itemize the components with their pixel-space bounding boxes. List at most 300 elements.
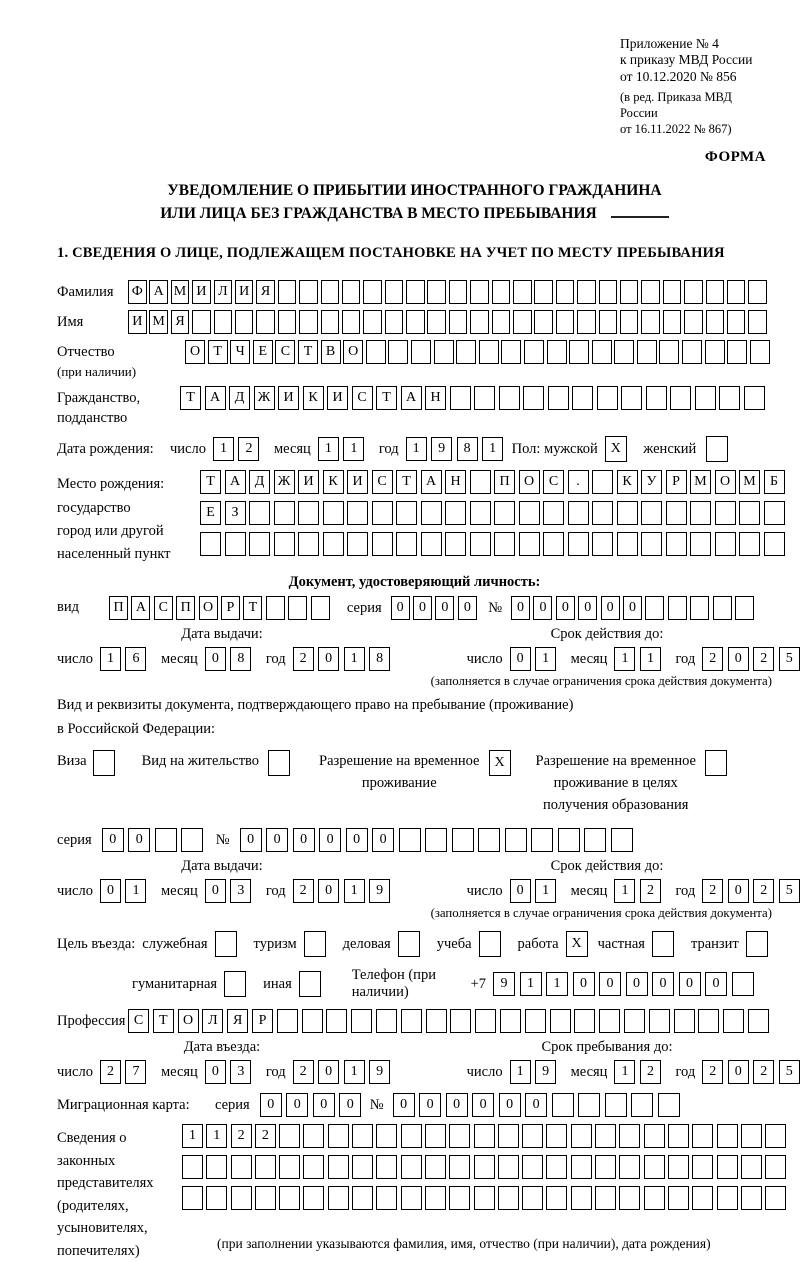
- checkbox-other[interactable]: [299, 971, 321, 997]
- permit-valid-day[interactable]: [510, 879, 561, 903]
- surname-char-box[interactable]: [556, 280, 575, 304]
- migration-series-box[interactable]: 0: [286, 1093, 308, 1117]
- birth-place-char-box[interactable]: [494, 501, 515, 525]
- birth-place-char-box[interactable]: [347, 501, 368, 525]
- birth-place-char-box[interactable]: [347, 532, 368, 556]
- representative-char-box[interactable]: [182, 1186, 203, 1210]
- representative-char-box[interactable]: [328, 1186, 349, 1210]
- citizenship-char-box[interactable]: Н: [425, 386, 446, 410]
- patronymic-char-box[interactable]: [547, 340, 567, 364]
- name-char-box[interactable]: [342, 310, 361, 334]
- checkbox-temp-residence[interactable]: X: [489, 750, 511, 776]
- permit-number-box[interactable]: [611, 828, 633, 852]
- surname-char-box[interactable]: [492, 280, 511, 304]
- citizenship-char-box[interactable]: Ж: [254, 386, 275, 410]
- permit-valid-day-box[interactable]: 0: [510, 879, 531, 903]
- entry-month-box[interactable]: 3: [230, 1060, 251, 1084]
- birth-place-char-box[interactable]: [396, 532, 417, 556]
- representative-char-box[interactable]: [644, 1186, 665, 1210]
- surname-char-box[interactable]: [706, 280, 725, 304]
- patronymic-char-box[interactable]: [388, 340, 408, 364]
- representative-char-box[interactable]: 1: [206, 1124, 227, 1148]
- representative-char-box[interactable]: [279, 1186, 300, 1210]
- surname-char-box[interactable]: Л: [214, 280, 233, 304]
- name-char-box[interactable]: И: [128, 310, 147, 334]
- doc-issue-year-box[interactable]: 0: [318, 647, 339, 671]
- entry-day-box[interactable]: 7: [125, 1060, 146, 1084]
- doc-series-box[interactable]: 0: [391, 596, 410, 620]
- representative-char-box[interactable]: [376, 1186, 397, 1210]
- birth-place-char-box[interactable]: [715, 501, 736, 525]
- doc-valid-year-box[interactable]: 2: [753, 647, 774, 671]
- checkbox-humanitarian[interactable]: [224, 971, 246, 997]
- name-char-box[interactable]: М: [149, 310, 168, 334]
- phone-digit-box[interactable]: 0: [599, 972, 621, 996]
- permit-number-box[interactable]: 0: [240, 828, 262, 852]
- permit-number-box[interactable]: [478, 828, 500, 852]
- birth-place-char-box[interactable]: [690, 501, 711, 525]
- migration-number-box[interactable]: [578, 1093, 600, 1117]
- permit-issue-month-box[interactable]: 0: [205, 879, 226, 903]
- surname-char-box[interactable]: И: [192, 280, 211, 304]
- patronymic-char-box[interactable]: [750, 340, 770, 364]
- representative-char-box[interactable]: [279, 1155, 300, 1179]
- representative-char-box[interactable]: [401, 1124, 422, 1148]
- citizenship-char-box[interactable]: Т: [180, 386, 201, 410]
- phone-digit-box[interactable]: 0: [573, 972, 595, 996]
- citizenship-char-box[interactable]: А: [205, 386, 226, 410]
- representative-char-box[interactable]: [644, 1155, 665, 1179]
- birth-place-char-box[interactable]: [372, 532, 393, 556]
- patronymic-char-box[interactable]: [501, 340, 521, 364]
- checkbox-female[interactable]: [706, 436, 728, 462]
- doc-number-box[interactable]: [645, 596, 664, 620]
- entry-year-box[interactable]: 9: [369, 1060, 390, 1084]
- representative-char-box[interactable]: 2: [231, 1124, 252, 1148]
- permit-valid-year-box[interactable]: 0: [728, 879, 749, 903]
- migration-number-box[interactable]: 0: [525, 1093, 547, 1117]
- doc-issue-month-box[interactable]: 0: [205, 647, 226, 671]
- permit-issue-year[interactable]: [293, 879, 395, 903]
- representative-char-box[interactable]: [571, 1155, 592, 1179]
- birth-place-char-box[interactable]: [592, 501, 613, 525]
- permit-valid-month[interactable]: [614, 879, 665, 903]
- doc-issue-month-box[interactable]: 8: [230, 647, 251, 671]
- permit-number-field[interactable]: [240, 828, 638, 852]
- citizenship-char-box[interactable]: [646, 386, 667, 410]
- name-char-box[interactable]: [727, 310, 746, 334]
- permit-issue-year-box[interactable]: 2: [293, 879, 314, 903]
- profession-char-box[interactable]: [326, 1009, 347, 1033]
- permit-valid-year[interactable]: [702, 879, 800, 903]
- permit-number-box[interactable]: [399, 828, 421, 852]
- patronymic-char-box[interactable]: [366, 340, 386, 364]
- checkbox-visa[interactable]: [93, 750, 115, 776]
- birth-place-char-box[interactable]: [666, 501, 687, 525]
- representative-char-box[interactable]: [376, 1124, 397, 1148]
- temp-residence-checkbox[interactable]: [489, 750, 514, 776]
- entry-year-box[interactable]: 2: [293, 1060, 314, 1084]
- representative-char-box[interactable]: [206, 1155, 227, 1179]
- representative-char-box[interactable]: [303, 1124, 324, 1148]
- permit-issue-year-box[interactable]: 1: [344, 879, 365, 903]
- citizenship-char-box[interactable]: [621, 386, 642, 410]
- patronymic-char-box[interactable]: [682, 340, 702, 364]
- birth-place-char-box[interactable]: [421, 532, 442, 556]
- permit-number-box[interactable]: [584, 828, 606, 852]
- doc-number-box[interactable]: 0: [511, 596, 530, 620]
- permit-number-box[interactable]: 0: [319, 828, 341, 852]
- permit-issue-year-box[interactable]: 9: [369, 879, 390, 903]
- patronymic-char-box[interactable]: [411, 340, 431, 364]
- citizenship-char-box[interactable]: [719, 386, 740, 410]
- entry-year-box[interactable]: 1: [344, 1060, 365, 1084]
- birth-place-char-box[interactable]: З: [225, 501, 246, 525]
- doc-series-field[interactable]: [391, 596, 481, 620]
- profession-char-box[interactable]: [624, 1009, 645, 1033]
- representative-char-box[interactable]: [425, 1124, 446, 1148]
- birth-place-char-box[interactable]: [690, 532, 711, 556]
- birth-place-char-box[interactable]: [249, 532, 270, 556]
- profession-char-box[interactable]: [450, 1009, 471, 1033]
- entry-year-box[interactable]: 0: [318, 1060, 339, 1084]
- birth-place-char-box[interactable]: [274, 501, 295, 525]
- representative-char-box[interactable]: [522, 1186, 543, 1210]
- name-char-box[interactable]: [706, 310, 725, 334]
- birth-place-char-box[interactable]: А: [225, 470, 246, 494]
- representative-char-box[interactable]: [741, 1124, 762, 1148]
- doc-valid-year[interactable]: [702, 647, 800, 671]
- birth-place-char-box[interactable]: Б: [764, 470, 785, 494]
- stay-year-box[interactable]: 2: [753, 1060, 774, 1084]
- representatives-row2[interactable]: [182, 1155, 789, 1179]
- permit-valid-month-box[interactable]: 1: [614, 879, 635, 903]
- permit-series-field[interactable]: [102, 828, 208, 852]
- patronymic-char-box[interactable]: [614, 340, 634, 364]
- purpose-tourism-checkbox[interactable]: [304, 931, 329, 957]
- stay-month[interactable]: [614, 1060, 665, 1084]
- permit-series-box[interactable]: [181, 828, 203, 852]
- birth-place-char-box[interactable]: [568, 501, 589, 525]
- birth-place-char-box[interactable]: [445, 532, 466, 556]
- name-char-box[interactable]: [513, 310, 532, 334]
- doc-type-char-box[interactable]: Р: [221, 596, 240, 620]
- doc-number-box[interactable]: [690, 596, 709, 620]
- doc-type-char-box[interactable]: О: [199, 596, 218, 620]
- citizenship-char-box[interactable]: [695, 386, 716, 410]
- name-char-box[interactable]: [492, 310, 511, 334]
- name-char-box[interactable]: [214, 310, 233, 334]
- purpose-official-checkbox[interactable]: [215, 931, 240, 957]
- patronymic-char-box[interactable]: [479, 340, 499, 364]
- patronymic-char-box[interactable]: Т: [208, 340, 228, 364]
- birth-place-char-box[interactable]: С: [543, 470, 564, 494]
- migration-series-box[interactable]: 0: [313, 1093, 335, 1117]
- permit-series-box[interactable]: 0: [102, 828, 124, 852]
- birth-place-char-box[interactable]: [519, 501, 540, 525]
- profession-char-box[interactable]: Я: [227, 1009, 248, 1033]
- representative-char-box[interactable]: [765, 1124, 786, 1148]
- profession-char-box[interactable]: [277, 1009, 298, 1033]
- profession-char-box[interactable]: [401, 1009, 422, 1033]
- representative-char-box[interactable]: [522, 1124, 543, 1148]
- surname-char-box[interactable]: [684, 280, 703, 304]
- purpose-transit-checkbox[interactable]: [746, 931, 771, 957]
- representative-char-box[interactable]: [498, 1186, 519, 1210]
- birth-place-char-box[interactable]: Т: [396, 470, 417, 494]
- representative-char-box[interactable]: [425, 1186, 446, 1210]
- stay-year[interactable]: [702, 1060, 800, 1084]
- profession-char-box[interactable]: [475, 1009, 496, 1033]
- name-char-box[interactable]: [363, 310, 382, 334]
- surname-char-box[interactable]: [385, 280, 404, 304]
- birth-year-box[interactable]: 9: [431, 437, 452, 461]
- birth-place-char-box[interactable]: О: [715, 470, 736, 494]
- doc-type-char-box[interactable]: [266, 596, 285, 620]
- doc-valid-year-box[interactable]: 5: [779, 647, 800, 671]
- migration-number-box[interactable]: [631, 1093, 653, 1117]
- surname-char-box[interactable]: [534, 280, 553, 304]
- birth-place-char-box[interactable]: [323, 532, 344, 556]
- representative-char-box[interactable]: [717, 1186, 738, 1210]
- birth-year-box[interactable]: 1: [406, 437, 427, 461]
- phone-field[interactable]: [493, 972, 758, 996]
- entry-day-box[interactable]: 2: [100, 1060, 121, 1084]
- profession-char-box[interactable]: [500, 1009, 521, 1033]
- doc-number-box[interactable]: [735, 596, 754, 620]
- representative-char-box[interactable]: [279, 1124, 300, 1148]
- representative-char-box[interactable]: [401, 1186, 422, 1210]
- profession-char-box[interactable]: [599, 1009, 620, 1033]
- doc-valid-day-box[interactable]: 1: [535, 647, 556, 671]
- name-char-box[interactable]: [278, 310, 297, 334]
- phone-digit-box[interactable]: [732, 972, 754, 996]
- doc-type-field[interactable]: [109, 596, 333, 620]
- patronymic-char-box[interactable]: [592, 340, 612, 364]
- representative-char-box[interactable]: [619, 1155, 640, 1179]
- patronymic-field[interactable]: [185, 340, 772, 364]
- representative-char-box[interactable]: [498, 1155, 519, 1179]
- surname-char-box[interactable]: Ф: [128, 280, 147, 304]
- name-char-box[interactable]: [663, 310, 682, 334]
- purpose-other-checkbox[interactable]: [299, 971, 324, 997]
- name-char-box[interactable]: [449, 310, 468, 334]
- birth-month-box[interactable]: 1: [343, 437, 364, 461]
- surname-char-box[interactable]: [278, 280, 297, 304]
- birth-place-char-box[interactable]: [298, 532, 319, 556]
- birth-place-char-box[interactable]: К: [617, 470, 638, 494]
- name-char-box[interactable]: [427, 310, 446, 334]
- patronymic-char-box[interactable]: [659, 340, 679, 364]
- checkbox-transit[interactable]: [746, 931, 768, 957]
- doc-issue-day-box[interactable]: 6: [125, 647, 146, 671]
- citizenship-char-box[interactable]: Д: [229, 386, 250, 410]
- name-char-box[interactable]: [748, 310, 767, 334]
- doc-number-box[interactable]: 0: [601, 596, 620, 620]
- birth-place-char-box[interactable]: М: [690, 470, 711, 494]
- profession-char-box[interactable]: [674, 1009, 695, 1033]
- birth-place-char-box[interactable]: [470, 532, 491, 556]
- phone-digit-box[interactable]: 1: [520, 972, 542, 996]
- stay-year-box[interactable]: 0: [728, 1060, 749, 1084]
- entry-year[interactable]: [293, 1060, 395, 1084]
- stay-month-box[interactable]: 2: [640, 1060, 661, 1084]
- representative-char-box[interactable]: [765, 1186, 786, 1210]
- birth-place-char-box[interactable]: [592, 532, 613, 556]
- representative-char-box[interactable]: [425, 1155, 446, 1179]
- doc-number-box[interactable]: 0: [533, 596, 552, 620]
- surname-char-box[interactable]: [748, 280, 767, 304]
- profession-char-box[interactable]: [426, 1009, 447, 1033]
- doc-type-char-box[interactable]: А: [131, 596, 150, 620]
- representative-char-box[interactable]: [619, 1186, 640, 1210]
- representative-char-box[interactable]: [182, 1155, 203, 1179]
- doc-valid-month[interactable]: [614, 647, 665, 671]
- migration-number-box[interactable]: [552, 1093, 574, 1117]
- birth-place-char-box[interactable]: У: [641, 470, 662, 494]
- name-char-box[interactable]: [470, 310, 489, 334]
- birth-place-char-box[interactable]: [470, 501, 491, 525]
- doc-number-box[interactable]: [668, 596, 687, 620]
- birth-place-row3[interactable]: [200, 532, 788, 556]
- surname-char-box[interactable]: [299, 280, 318, 304]
- doc-issue-month[interactable]: [205, 647, 256, 671]
- birth-place-row1[interactable]: [200, 470, 788, 494]
- doc-type-char-box[interactable]: [311, 596, 330, 620]
- name-char-box[interactable]: [406, 310, 425, 334]
- representative-char-box[interactable]: [303, 1186, 324, 1210]
- doc-valid-month-box[interactable]: 1: [614, 647, 635, 671]
- doc-valid-year-box[interactable]: 0: [728, 647, 749, 671]
- checkbox-male[interactable]: X: [605, 436, 627, 462]
- surname-char-box[interactable]: [620, 280, 639, 304]
- birth-place-char-box[interactable]: [739, 501, 760, 525]
- citizenship-char-box[interactable]: [548, 386, 569, 410]
- representative-char-box[interactable]: [668, 1186, 689, 1210]
- doc-series-box[interactable]: 0: [458, 596, 477, 620]
- profession-char-box[interactable]: [525, 1009, 546, 1033]
- representative-char-box[interactable]: [449, 1124, 470, 1148]
- birth-place-char-box[interactable]: Т: [200, 470, 221, 494]
- citizenship-char-box[interactable]: С: [352, 386, 373, 410]
- checkbox-study[interactable]: [479, 931, 501, 957]
- permit-valid-year-box[interactable]: 5: [779, 879, 800, 903]
- birth-year-box[interactable]: 1: [482, 437, 503, 461]
- permit-issue-year-box[interactable]: 0: [318, 879, 339, 903]
- surname-char-box[interactable]: [321, 280, 340, 304]
- surname-char-box[interactable]: [427, 280, 446, 304]
- doc-issue-day[interactable]: [100, 647, 151, 671]
- birth-place-char-box[interactable]: [764, 532, 785, 556]
- citizenship-char-box[interactable]: И: [278, 386, 299, 410]
- permit-valid-year-box[interactable]: 2: [753, 879, 774, 903]
- permit-series-box[interactable]: [155, 828, 177, 852]
- doc-type-char-box[interactable]: П: [109, 596, 128, 620]
- representative-char-box[interactable]: [546, 1155, 567, 1179]
- doc-series-box[interactable]: 0: [413, 596, 432, 620]
- doc-series-box[interactable]: 0: [435, 596, 454, 620]
- doc-valid-day[interactable]: [510, 647, 561, 671]
- doc-type-char-box[interactable]: [288, 596, 307, 620]
- purpose-private-checkbox[interactable]: [652, 931, 677, 957]
- doc-valid-year-box[interactable]: 2: [702, 647, 723, 671]
- birth-place-char-box[interactable]: И: [347, 470, 368, 494]
- representative-char-box[interactable]: [668, 1155, 689, 1179]
- phone-digit-box[interactable]: 9: [493, 972, 515, 996]
- birth-place-char-box[interactable]: Е: [200, 501, 221, 525]
- patronymic-char-box[interactable]: Ч: [230, 340, 250, 364]
- permit-valid-month-box[interactable]: 2: [640, 879, 661, 903]
- permit-number-box[interactable]: 0: [372, 828, 394, 852]
- birth-place-char-box[interactable]: .: [568, 470, 589, 494]
- citizenship-char-box[interactable]: [670, 386, 691, 410]
- birth-place-char-box[interactable]: [470, 470, 491, 494]
- birth-month-box[interactable]: 1: [318, 437, 339, 461]
- representative-char-box[interactable]: [595, 1155, 616, 1179]
- permit-issue-day[interactable]: [100, 879, 151, 903]
- doc-type-char-box[interactable]: С: [154, 596, 173, 620]
- patronymic-char-box[interactable]: С: [275, 340, 295, 364]
- profession-char-box[interactable]: [574, 1009, 595, 1033]
- name-char-box[interactable]: [256, 310, 275, 334]
- citizenship-char-box[interactable]: [744, 386, 765, 410]
- surname-char-box[interactable]: [513, 280, 532, 304]
- permit-number-box[interactable]: [452, 828, 474, 852]
- patronymic-char-box[interactable]: О: [343, 340, 363, 364]
- name-field[interactable]: [128, 310, 770, 334]
- name-char-box[interactable]: [299, 310, 318, 334]
- surname-char-box[interactable]: [577, 280, 596, 304]
- migration-number-box[interactable]: 0: [393, 1093, 415, 1117]
- representative-char-box[interactable]: [498, 1124, 519, 1148]
- visa-checkbox[interactable]: [93, 750, 118, 776]
- permit-number-box[interactable]: [531, 828, 553, 852]
- checkbox-temp-residence-edu[interactable]: [705, 750, 727, 776]
- profession-char-box[interactable]: [748, 1009, 769, 1033]
- patronymic-char-box[interactable]: [727, 340, 747, 364]
- citizenship-char-box[interactable]: [597, 386, 618, 410]
- representative-char-box[interactable]: [741, 1155, 762, 1179]
- migration-number-box[interactable]: 0: [419, 1093, 441, 1117]
- permit-number-box[interactable]: [505, 828, 527, 852]
- migration-number-box[interactable]: 0: [499, 1093, 521, 1117]
- profession-char-box[interactable]: [649, 1009, 670, 1033]
- migration-series-box[interactable]: 0: [260, 1093, 282, 1117]
- representative-char-box[interactable]: [692, 1186, 713, 1210]
- patronymic-char-box[interactable]: В: [321, 340, 341, 364]
- checkbox-residence-permit[interactable]: [268, 750, 290, 776]
- purpose-study-checkbox[interactable]: [479, 931, 504, 957]
- patronymic-char-box[interactable]: [637, 340, 657, 364]
- representative-char-box[interactable]: [401, 1155, 422, 1179]
- migration-number-field[interactable]: [393, 1093, 685, 1117]
- permit-number-box[interactable]: [425, 828, 447, 852]
- representative-char-box[interactable]: [231, 1155, 252, 1179]
- birth-place-char-box[interactable]: [543, 532, 564, 556]
- patronymic-char-box[interactable]: Е: [253, 340, 273, 364]
- checkbox-business[interactable]: [398, 931, 420, 957]
- birth-place-char-box[interactable]: [568, 532, 589, 556]
- representative-char-box[interactable]: 1: [182, 1124, 203, 1148]
- surname-field[interactable]: [128, 280, 770, 304]
- representative-char-box[interactable]: [376, 1155, 397, 1179]
- profession-char-box[interactable]: С: [128, 1009, 149, 1033]
- permit-issue-month[interactable]: [205, 879, 256, 903]
- citizenship-char-box[interactable]: И: [327, 386, 348, 410]
- profession-char-box[interactable]: [698, 1009, 719, 1033]
- representative-char-box[interactable]: [303, 1155, 324, 1179]
- representative-char-box[interactable]: [255, 1155, 276, 1179]
